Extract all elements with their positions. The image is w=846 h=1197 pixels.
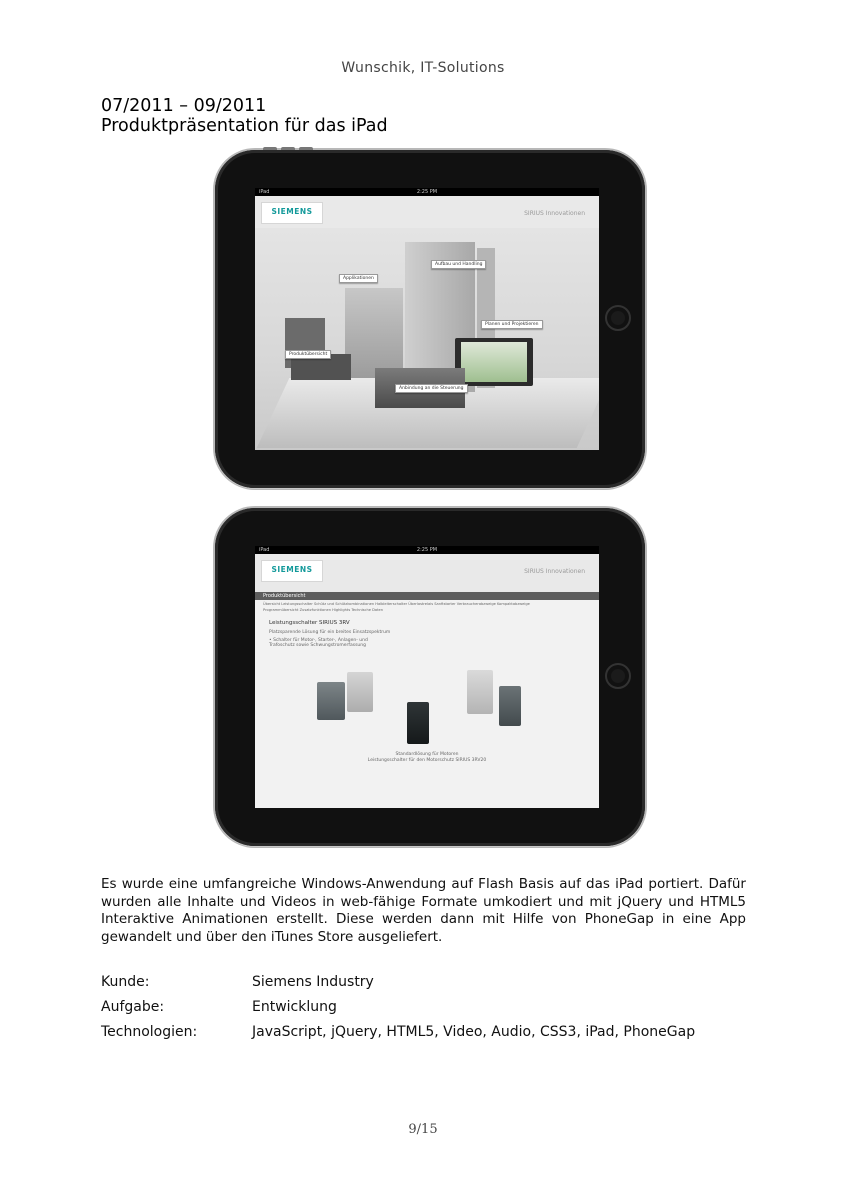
device-label: iPad bbox=[259, 189, 270, 195]
meta-row-task bbox=[101, 999, 695, 1024]
tab-row-secondary[interactable]: Programmübersicht Zusatzfunktionen Highlights Technische Daten bbox=[263, 608, 384, 612]
ipad-screen-1 bbox=[255, 188, 599, 450]
content-desc: Platzsparende Lösung für ein breites Einsatzspektrum bbox=[269, 630, 391, 635]
callout-control[interactable]: Anbindung an die Steuerung bbox=[395, 384, 468, 393]
product-image bbox=[407, 702, 429, 744]
device-label: iPad bbox=[259, 547, 270, 553]
caption-line-1: Standardlösung für Motoren bbox=[395, 752, 459, 757]
customer-label: Kunde: bbox=[101, 974, 150, 990]
product-image bbox=[347, 672, 373, 712]
task-value: Entwicklung bbox=[252, 999, 337, 1015]
callout-planning[interactable]: Planen und Projektieren bbox=[481, 320, 543, 329]
customer-value: Siemens Industry bbox=[252, 974, 374, 990]
ipad-screen-2 bbox=[255, 546, 599, 808]
home-button bbox=[605, 663, 631, 689]
ipad-frame-1 bbox=[215, 150, 645, 488]
project-description: Es wurde eine umfangreiche Windows-Anwendung auf Flash Basis auf das iPad portiert. Dafür wurden alle Inhalte und Videos in web-fähige Formate umkodiert und mit jQuery und HTML5 Interaktive Animationen erstellt. Diese werden dann mit Hilfe von PhoneGap in eine App gewandelt und über den iTunes Store ausgeliefert. bbox=[101, 876, 746, 945]
project-heading: Produktpräsentation für das iPad bbox=[101, 116, 388, 136]
callout-products[interactable]: Produktübersicht bbox=[285, 350, 331, 359]
machine bbox=[345, 288, 403, 378]
product-image bbox=[467, 670, 493, 714]
sub-brand: SIRIUS Innovationen bbox=[524, 568, 585, 575]
home-button bbox=[605, 305, 631, 331]
meta-row-tech bbox=[101, 1024, 695, 1049]
sub-brand: SIRIUS Innovationen bbox=[524, 210, 585, 217]
meta-row-customer bbox=[101, 974, 695, 999]
status-time: 2:25 PM bbox=[416, 189, 438, 195]
product-scene bbox=[255, 228, 599, 450]
project-meta bbox=[101, 974, 695, 1049]
callout-handling[interactable]: Aufbau und Handling bbox=[431, 260, 486, 269]
status-bar bbox=[255, 546, 599, 554]
laptop-screen bbox=[461, 342, 527, 382]
nav-title: Produktübersicht bbox=[255, 592, 599, 600]
volume-button bbox=[263, 147, 277, 150]
callout-applications[interactable]: Applikationen bbox=[339, 274, 378, 283]
date-range: 07/2011 – 09/2011 bbox=[101, 96, 267, 116]
tab-row[interactable]: Übersicht Leistungsschalter Schütz und Schützkombinationen Halbleiterschalter Überlastrelais Sanftstarter Verbraucherabzweige Kompaktabzweige bbox=[263, 602, 530, 606]
content-heading: Leistungsschalter SIRIUS 3RV bbox=[269, 620, 350, 626]
content-bullet: • Schalter für Motor-, Starter-, Anlagen- und Trafoschutz sowie Schwungstromerfassung bbox=[269, 638, 368, 648]
tech-label: Technologien: bbox=[101, 1024, 198, 1040]
product-image bbox=[499, 686, 521, 726]
status-time: 2:25 PM bbox=[416, 547, 438, 553]
volume-button bbox=[299, 147, 313, 150]
caption-line-2: Leistungsschalter für den Motorschutz SIRIUS 3RV20 bbox=[367, 758, 487, 763]
project-title bbox=[101, 96, 388, 136]
page-number: 9/15 bbox=[408, 1122, 438, 1137]
page-header: Wunschik, IT-Solutions bbox=[341, 60, 505, 76]
ipad-screenshots bbox=[215, 148, 645, 848]
volume-button bbox=[281, 147, 295, 150]
product-image bbox=[317, 682, 345, 720]
siemens-logo: SIEMENS bbox=[261, 560, 323, 582]
tech-value: JavaScript, jQuery, HTML5, Video, Audio, CSS3, iPad, PhoneGap bbox=[252, 1024, 696, 1040]
content-area bbox=[255, 600, 599, 808]
ipad-frame-2 bbox=[215, 508, 645, 846]
status-bar bbox=[255, 188, 599, 196]
task-label: Aufgabe: bbox=[101, 999, 165, 1015]
siemens-logo: SIEMENS bbox=[261, 202, 323, 224]
